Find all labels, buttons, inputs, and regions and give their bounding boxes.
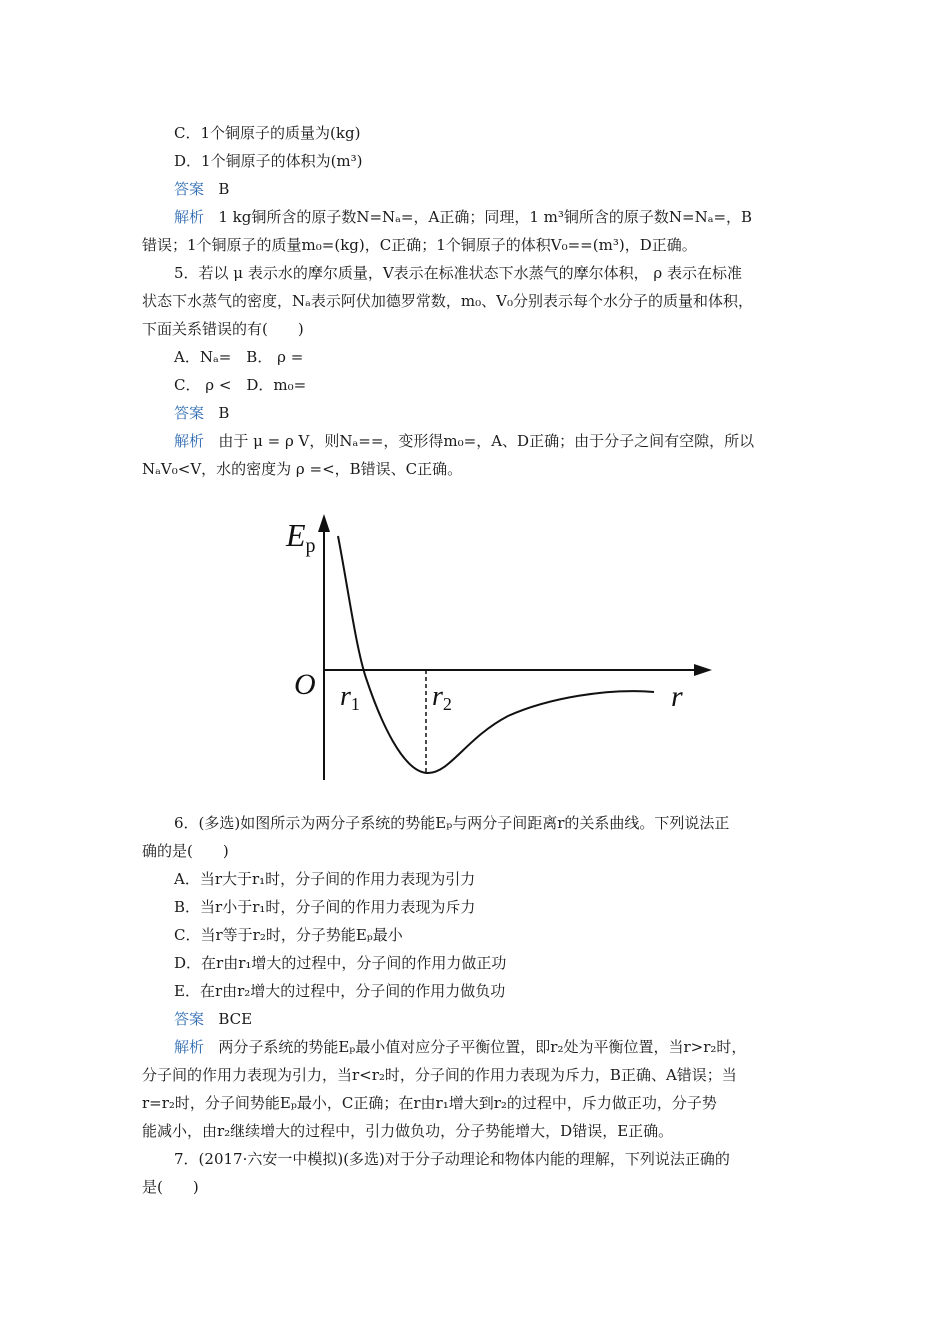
analysis-text: 两分子系统的势能Eₚ最小值对应分子平衡位置，即r₂处为平衡位置，当r>r₂时， [218,1038,747,1056]
option-d-q4: D．1个铜原子的体积为(m³) [174,152,363,170]
analysis-text: 1 kg铜所含的原子数N=Nₐ=，A正确；同理，1 m³铜所含的原子数N=Nₐ=，B [218,208,753,226]
option-c-q4: C．1个铜原子的质量为(kg) [174,124,361,142]
options-cd-q5: C． ρ < D．m₀= [174,376,307,394]
analysis-line-q6 [174,1037,746,1057]
analysis-text: 由于 μ = ρ V，则Nₐ==，变形得m₀=，A、D正确；由于分子之间有空隙，所以 [218,432,755,450]
answer-line-q6 [174,1009,252,1029]
question-7-stem: 7．(2017·六安一中模拟)(多选)对于分子动理论和物体内能的理解，下列说法正确的 [174,1150,730,1168]
answer-line-q5 [174,403,229,423]
analysis-continued-q4: 错误；1个铜原子的质量m₀=(kg)，C正确；1个铜原子的体积V₀==(m³)，D正确。 [142,236,697,254]
r1-label: r1 [340,681,360,714]
analysis-continued-q5: NₐV₀<V，水的密度为 ρ =<，B错误、C正确。 [142,460,463,478]
options-ab-q5: A．Nₐ= B． ρ = [174,348,304,366]
question-6-stem-2: 确的是( ) [142,842,229,860]
analysis-line-q4 [174,207,752,227]
r2-label: r2 [432,681,452,714]
option-d-q6: D．在r由r₁增大的过程中，分子间的作用力做正功 [174,954,507,972]
answer-value: B [218,404,230,422]
analysis-line-q5 [174,431,754,451]
analysis-label: 解析 [174,1038,205,1056]
answer-value: B [218,180,230,198]
analysis-continued-q6-1: 分子间的作用力表现为引力，当r<r₂时，分子间的作用力表现为斥力，B正确、A错误；当 [142,1066,737,1084]
figure-background [268,488,720,788]
option-c-q6: C．当r等于r₂时，分子势能Eₚ最小 [174,926,403,944]
option-a-q6: A．当r大于r₁时，分子间的作用力表现为引力 [174,870,476,888]
potential-energy-figure [268,488,720,788]
option-e-q6: E．在r由r₂增大的过程中，分子间的作用力做负功 [174,982,506,1000]
analysis-continued-q6-2: r=r₂时，分子间势能Eₚ最小，C正确；在r由r₁增大到r₂的过程中，斥力做正功，分子势 [142,1094,717,1112]
option-b-q6: B．当r小于r₁时，分子间的作用力表现为斥力 [174,898,476,916]
answer-line-q4 [174,179,229,199]
potential-energy-diagram [268,488,720,788]
question-5-stem-3: 下面关系错误的有( ) [142,320,304,338]
question-6-stem: 6．(多选)如图所示为两分子系统的势能Eₚ与两分子间距离r的关系曲线。下列说法正 [174,814,730,832]
answer-value: BCE [218,1010,253,1028]
answer-label: 答案 [174,180,205,198]
analysis-continued-q6-3: 能减小，由r₂继续增大的过程中，引力做负功，分子势能增大，D错误，E正确。 [142,1122,674,1140]
analysis-label: 解析 [174,432,205,450]
question-5-stem-2: 状态下水蒸气的密度，Nₐ表示阿伏加德罗常数，m₀、V₀分别表示每个水分子的质量和体积， [142,292,753,310]
answer-label: 答案 [174,404,205,422]
y-axis-label: Ep [286,517,316,557]
analysis-label: 解析 [174,208,205,226]
answer-label: 答案 [174,1010,205,1028]
question-5-stem: 5．若以 μ 表示水的摩尔质量，V表示在标准状态下水蒸气的摩尔体积， ρ 表示在标准 [174,264,743,282]
origin-label: O [294,668,316,701]
question-7-stem-2: 是( ) [142,1178,199,1196]
x-axis-label: r [671,680,683,713]
